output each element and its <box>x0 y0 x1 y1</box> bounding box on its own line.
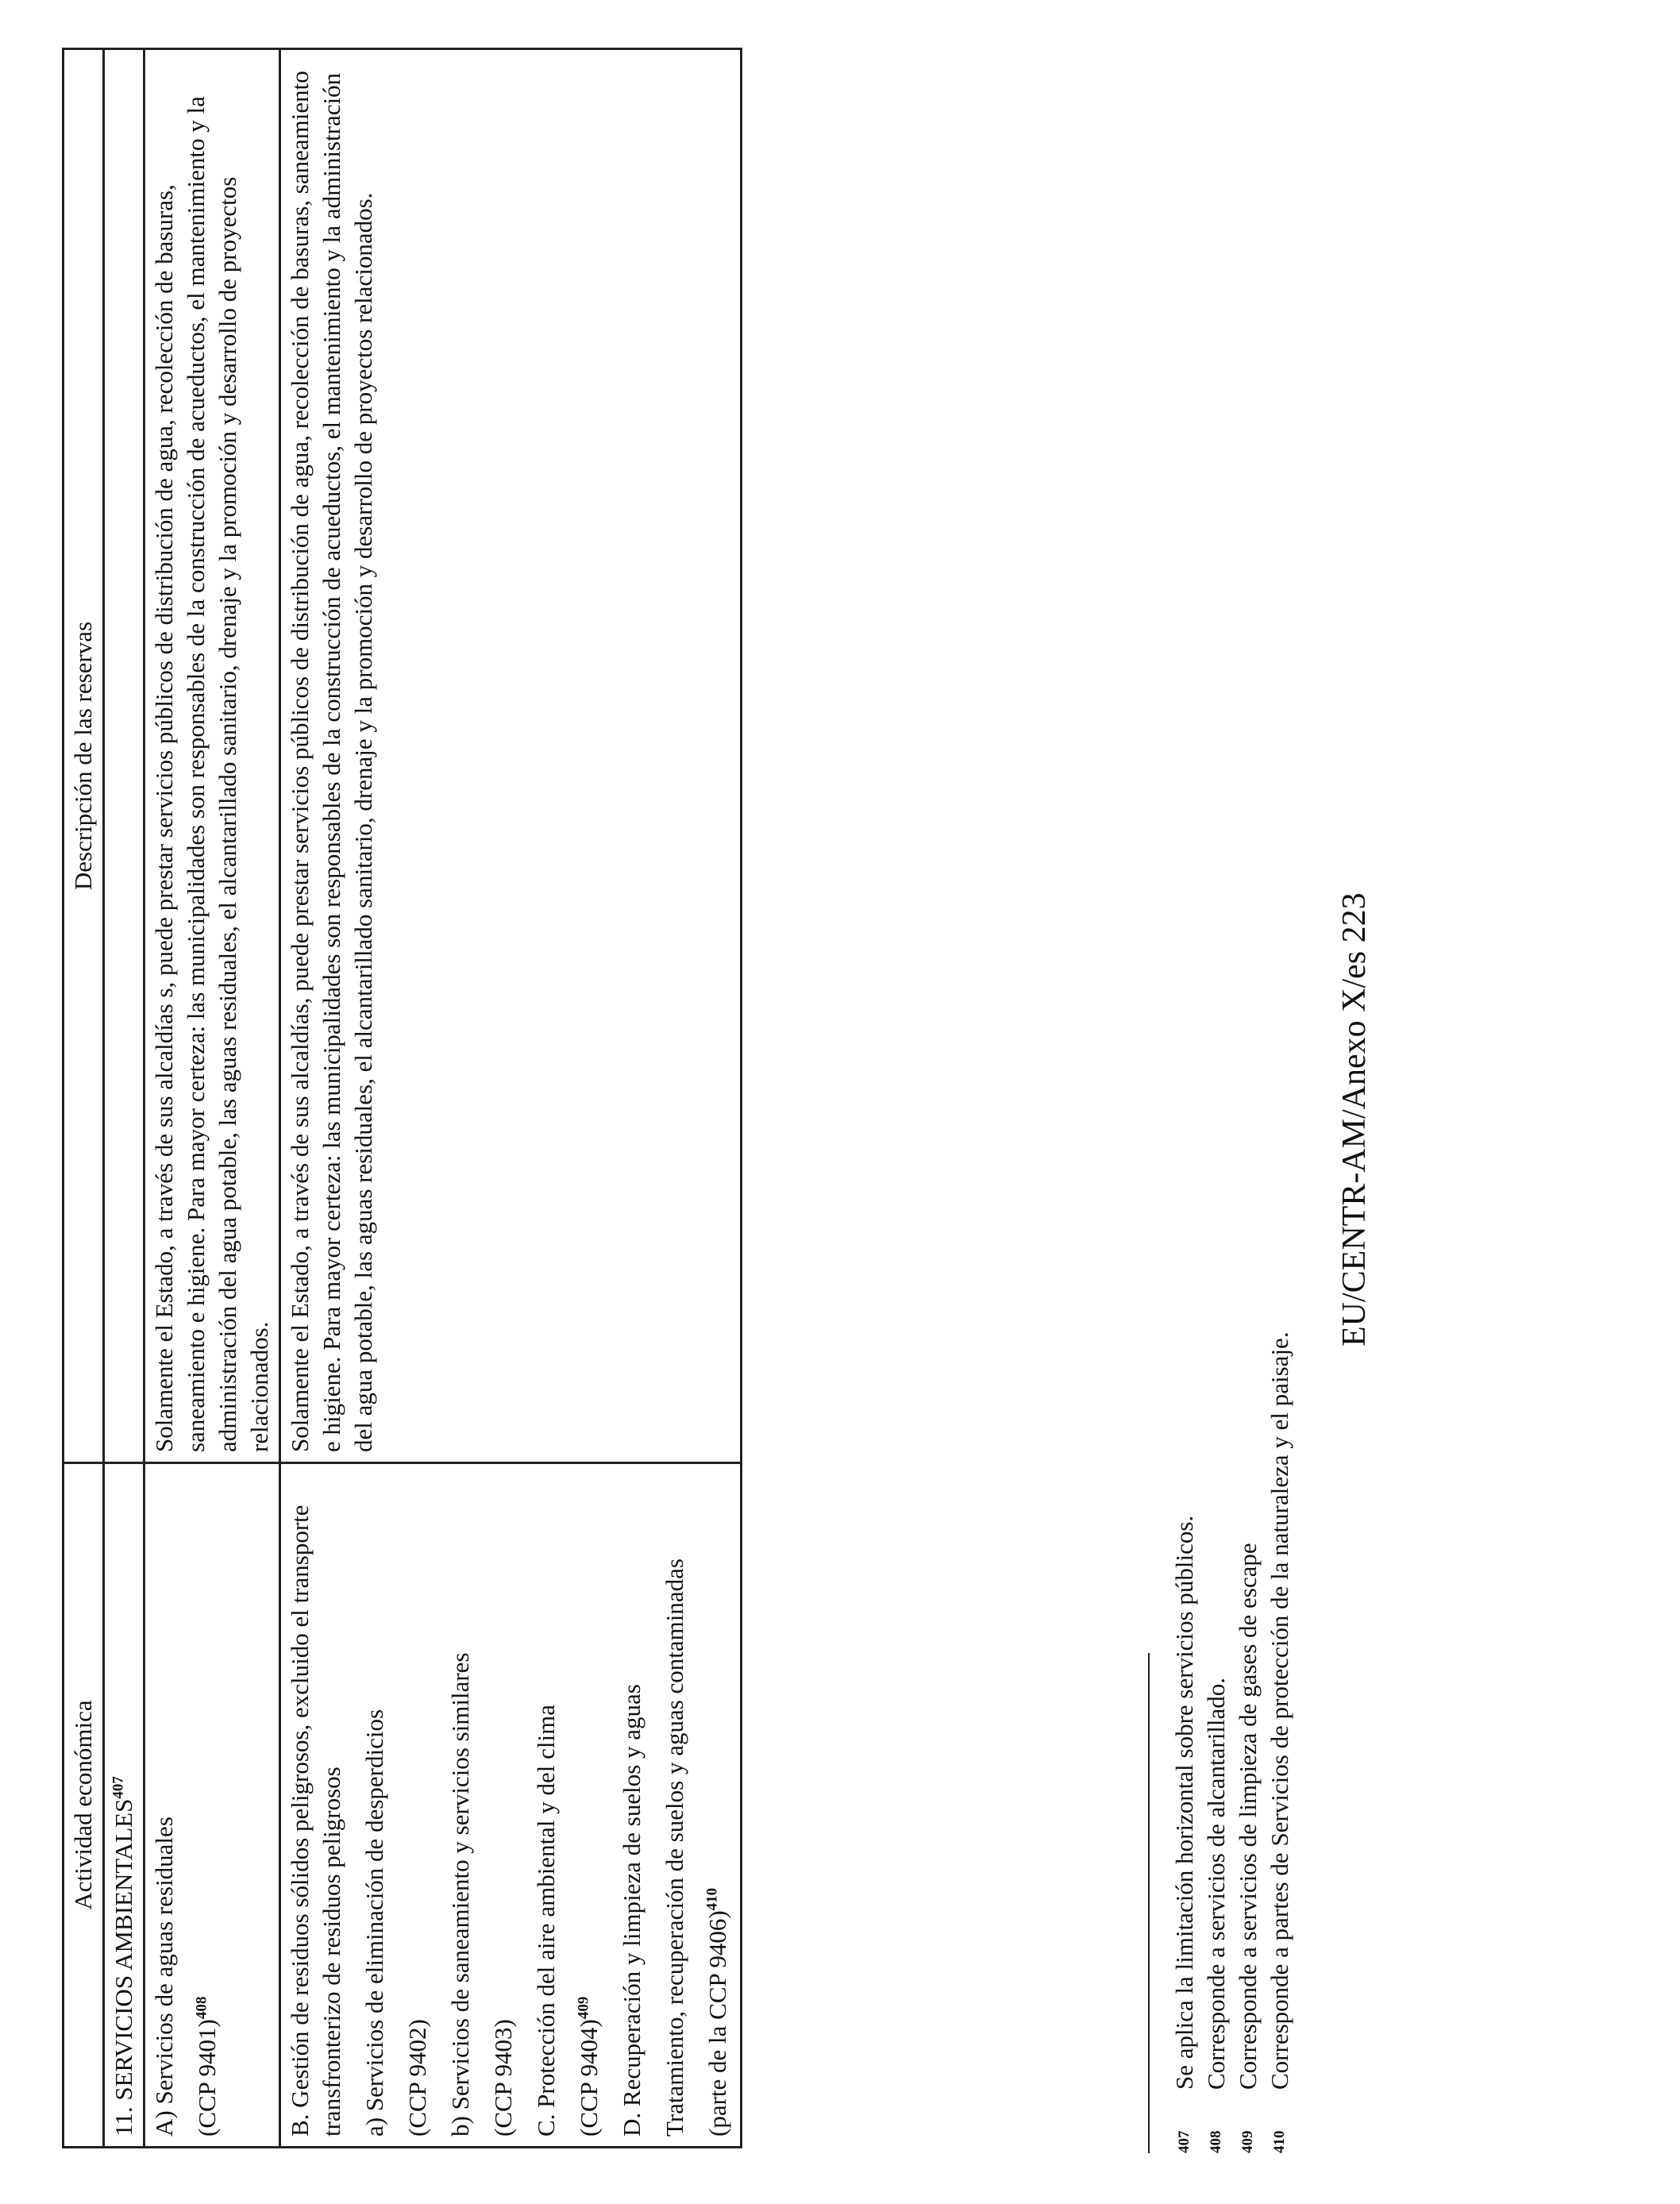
section-title: 11. SERVICIOS AMBIENTALES <box>110 1798 137 2137</box>
page-reference: EU/CENTR-AM/Anexo X/es 223 <box>1336 892 1373 1347</box>
activity-text: D. Recuperación y limpieza de suelos y aguas <box>618 1684 645 2137</box>
activity-line <box>702 1474 734 2137</box>
activity-cell <box>144 1463 280 2148</box>
footnote <box>1232 724 1264 2153</box>
activity-line <box>573 1474 605 2137</box>
header-description: Descripción de las reservas <box>64 49 104 1463</box>
activity-line <box>359 1474 391 2137</box>
header-activity: Actividad económica <box>64 1463 104 2148</box>
section-title-cell <box>104 1463 144 2148</box>
footnote-text: Corresponde a servicios de alcantarillado. <box>1202 1677 1230 2090</box>
footnote-number: 410 <box>1271 2130 1288 2153</box>
activity-line <box>616 1474 648 2137</box>
activity-text: A) Servicios de aguas residuales <box>150 1817 178 2137</box>
section-row <box>104 49 144 2148</box>
activity-text: b) Servicios de saneamiento y servicios similares <box>446 1652 474 2137</box>
activity-text: B. Gestión de residuos sólidos peligrosos, excluido el transporte transfronterizo de residuos peligrosos <box>286 1505 345 2137</box>
activity-line <box>659 1474 691 2137</box>
activity-text: (CCP 9401) <box>193 2019 221 2137</box>
footnote <box>1169 724 1200 2153</box>
footnote-text: Corresponde a servicios de limpieza de gases de escape <box>1234 1543 1262 2090</box>
activity-cell <box>280 1463 742 2148</box>
activity-line <box>148 1474 180 2137</box>
footnote-ref: 407 <box>110 1776 127 1799</box>
footnote <box>1200 724 1232 2153</box>
activity-text: (CCP 9402) <box>403 2019 431 2137</box>
activity-text: (CCP 9403) <box>489 2019 517 2137</box>
footnote-divider <box>1148 1653 1150 2153</box>
activity-line <box>487 1474 519 2137</box>
description-cell: Solamente el Estado, a través de sus alcaldías s, puede prestar servicios públicos de distribución de agua, recolección de basuras, saneamiento e higiene. Para mayor certeza: las municipalidades son responsables de la construcción de acueductos, el mantenimiento y la administración del agua potable, las aguas residuales, el alcantarillado sanitario, drenaje y la promoción y desarrollo de proyectos relacionados. <box>144 49 280 1463</box>
footnote-number: 407 <box>1176 2130 1193 2153</box>
footnote-text: Corresponde a partes de Servicios de protección de la naturaleza y el paisaje. <box>1266 1331 1293 2090</box>
activity-text: (CCP 9404) <box>575 2019 603 2137</box>
activity-line <box>191 1474 223 2137</box>
table-header-row <box>64 49 104 2148</box>
activity-line <box>402 1474 433 2137</box>
footnote-number: 408 <box>1208 2130 1224 2153</box>
activity-text: (parte de la CCP 9406) <box>703 1910 731 2137</box>
footnote-number: 409 <box>1239 2130 1256 2153</box>
footnote-ref: 410 <box>703 1887 721 1911</box>
footnotes <box>1148 724 1296 2153</box>
description-cell: Solamente el Estado, a través de sus alcaldías, puede prestar servicios públicos de distribución de agua, recolección de basuras, saneamiento e higiene. Para mayor certeza: las municipalidades son responsables de la construcción de acueductos, el mantenimiento y la administración del agua potable, las aguas residuales, el alcantarillado sanitario, drenaje y la promoción y desarrollo de proyectos relacionados. <box>280 49 742 1463</box>
activity-line <box>530 1474 562 2137</box>
activity-line <box>445 1474 476 2137</box>
footnote-ref: 409 <box>575 1996 592 2020</box>
reservations-table <box>62 48 742 2148</box>
table-row <box>144 49 280 2148</box>
activity-line <box>284 1474 348 2137</box>
activity-text: C. Protección del aire ambiental y del clima <box>532 1704 560 2137</box>
table-row <box>280 49 742 2148</box>
footnote <box>1264 724 1296 2153</box>
footnote-text: Se aplica la limitación horizontal sobre servicios públicos. <box>1170 1515 1198 2090</box>
activity-text: Tratamiento, recuperación de suelos y aguas contaminadas <box>661 1559 688 2137</box>
activity-text: a) Servicios de eliminación de desperdicios <box>360 1709 388 2137</box>
footnote-ref: 408 <box>193 1996 210 2020</box>
section-empty-cell <box>104 49 144 1463</box>
